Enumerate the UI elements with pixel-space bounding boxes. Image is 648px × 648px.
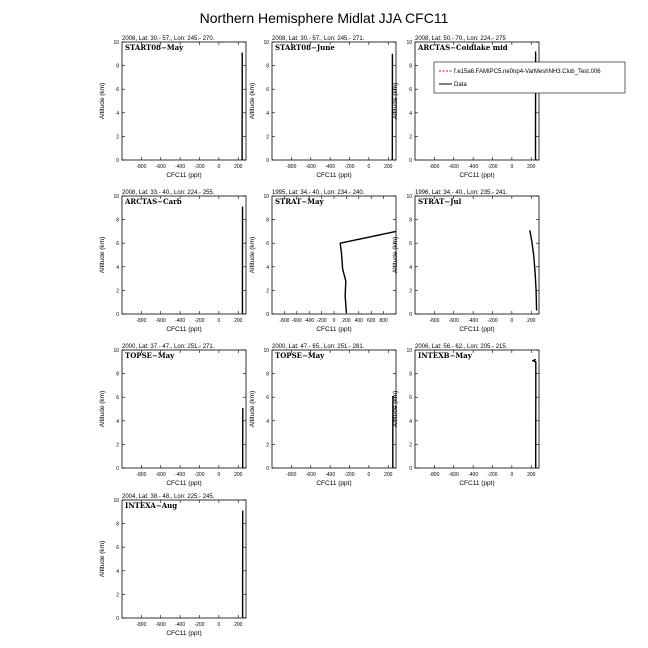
panel-label: START08−June: [275, 43, 335, 52]
x-axis-label: CFC11 (ppt): [316, 480, 352, 487]
x-tick-label: 200: [527, 472, 536, 478]
x-tick-label: -400: [468, 318, 479, 324]
x-tick-label: -200: [487, 472, 498, 478]
series-line-data: [530, 230, 537, 310]
y-tick-label: 2: [266, 442, 269, 449]
y-tick-label: 4: [409, 110, 412, 117]
y-tick-label: 2: [409, 442, 412, 449]
x-axis-label: CFC11 (ppt): [166, 172, 202, 179]
x-tick-label: -200: [487, 164, 498, 170]
x-tick-label: -600: [448, 164, 459, 170]
y-tick-label: 2: [116, 442, 119, 449]
panel-label: ARCTAS−Coldlake mid: [418, 43, 508, 52]
chart-panel: [99, 344, 246, 487]
y-axis-label: Altitude (km): [99, 540, 106, 578]
y-tick-label: 8: [409, 371, 412, 378]
x-tick-label: 800: [379, 318, 388, 324]
x-tick-label: 600: [367, 318, 376, 324]
y-tick-label: 10: [263, 348, 269, 354]
y-tick-label: 4: [409, 418, 412, 425]
y-tick-label: 0: [116, 466, 119, 472]
x-tick-label: 0: [217, 164, 221, 170]
plot-frame: [415, 196, 539, 314]
y-tick-label: 8: [409, 63, 412, 70]
x-tick-label: -400: [175, 472, 186, 478]
y-tick-label: 4: [116, 418, 119, 425]
y-tick-label: 0: [409, 466, 412, 472]
x-tick-label: -800: [429, 472, 440, 478]
x-tick-label: 200: [384, 164, 393, 170]
y-tick-label: 4: [266, 110, 269, 117]
y-tick-label: 8: [116, 521, 119, 528]
y-tick-label: 10: [113, 194, 119, 200]
plot-frame: [122, 500, 246, 618]
y-tick-label: 6: [116, 545, 119, 552]
chart-panel: [99, 36, 246, 179]
y-tick-label: 8: [266, 63, 269, 70]
y-axis-label: Altitude (km): [99, 82, 106, 120]
x-tick-label: -600: [155, 622, 166, 628]
y-axis-label: Altitude (km): [249, 236, 256, 274]
x-tick-label: -600: [155, 318, 166, 324]
y-axis-label: Altitude (km): [249, 390, 256, 428]
plot-frame: [272, 42, 396, 160]
x-tick-label: -800: [286, 472, 297, 478]
panel-label: ARCTAS−Carb: [125, 197, 182, 206]
panel-label: STRAT−Jul: [418, 197, 462, 206]
x-tick-label: 0: [510, 318, 514, 324]
x-axis-label: CFC11 (ppt): [166, 630, 202, 637]
series-line-data: [533, 359, 536, 468]
x-axis-label: CFC11 (ppt): [316, 172, 352, 179]
x-tick-label: 0: [217, 622, 221, 628]
y-tick-label: 0: [409, 312, 412, 318]
y-tick-label: 6: [116, 395, 119, 402]
x-tick-label: -200: [487, 318, 498, 324]
y-tick-label: 8: [266, 217, 269, 224]
y-tick-label: 6: [409, 241, 412, 248]
x-tick-label: -400: [468, 472, 479, 478]
panel-grid: [99, 36, 539, 637]
x-tick-label: -800: [136, 472, 147, 478]
x-tick-label: -400: [175, 622, 186, 628]
plot-frame: [415, 42, 539, 160]
x-tick-label: -600: [305, 164, 316, 170]
y-tick-label: 4: [116, 264, 119, 271]
x-tick-label: -200: [194, 472, 205, 478]
plot-frame: [272, 350, 396, 468]
panel-subtitle: 2008, Lat: 30.- 57., Lon: 245.- 270.: [122, 36, 215, 42]
x-tick-label: -400: [304, 318, 315, 324]
y-tick-label: 10: [263, 40, 269, 46]
x-tick-label: 0: [510, 472, 514, 478]
panel-label: TOPSE−May: [275, 351, 325, 360]
panel-subtitle: 2006, Lat: 56.- 62., Lon: 205.- 215.: [415, 344, 508, 350]
plot-frame: [122, 196, 246, 314]
legend: [434, 62, 625, 93]
panel-label: TOPSE−May: [125, 351, 175, 360]
panel-subtitle: 2008, Lat: 33.- 40., Lon: 224.- 255.: [122, 190, 215, 196]
x-tick-label: -400: [175, 318, 186, 324]
chart-panel: [392, 190, 539, 333]
panel-subtitle: 2004, Lat: 38.- 48., Lon: 225.- 245.: [122, 494, 215, 500]
x-tick-label: -600: [448, 318, 459, 324]
y-tick-label: 0: [266, 158, 269, 164]
y-tick-label: 0: [409, 158, 412, 164]
y-axis-label: Altitude (km): [392, 236, 399, 274]
y-tick-label: 2: [116, 288, 119, 295]
x-tick-label: 200: [234, 164, 243, 170]
x-tick-label: 200: [342, 318, 351, 324]
x-tick-label: 200: [234, 318, 243, 324]
x-tick-label: 0: [510, 164, 514, 170]
x-tick-label: -800: [429, 164, 440, 170]
x-tick-label: 400: [354, 318, 363, 324]
x-tick-label: -200: [194, 318, 205, 324]
y-axis-label: Altitude (km): [99, 236, 106, 274]
x-tick-label: 0: [367, 164, 371, 170]
y-tick-label: 0: [266, 312, 269, 318]
y-tick-label: 4: [266, 418, 269, 425]
x-tick-label: -600: [155, 164, 166, 170]
x-tick-label: 200: [234, 622, 243, 628]
legend-label-model: f.e15a6.FAMIPC5.ne0np4-VarMeshNH3.Club_Test.006: [454, 69, 601, 75]
y-tick-label: 0: [116, 616, 119, 622]
y-tick-label: 8: [116, 371, 119, 378]
chart-panel: [99, 190, 246, 333]
x-tick-label: -600: [448, 472, 459, 478]
y-tick-label: 10: [113, 498, 119, 504]
chart-panel: [99, 494, 246, 637]
panel-subtitle: 2000, Lat: 47.- 65., Lon: 251.- 281.: [272, 344, 365, 350]
y-tick-label: 2: [116, 134, 119, 141]
panel-label: STRAT−May: [275, 197, 324, 206]
plot-frame: [122, 350, 246, 468]
x-tick-label: -200: [194, 164, 205, 170]
y-axis-label: Altitude (km): [99, 390, 106, 428]
panel-subtitle: 2008, Lat: 50.- 70., Lon: 224.- 275: [415, 36, 506, 42]
x-tick-label: 0: [367, 472, 371, 478]
legend-label-data: Data: [454, 82, 467, 88]
x-tick-label: -800: [136, 622, 147, 628]
y-tick-label: 8: [116, 63, 119, 70]
y-tick-label: 4: [116, 568, 119, 575]
y-tick-label: 6: [409, 87, 412, 94]
panel-subtitle: 1995, Lat: 34.- 40., Lon: 234.- 240.: [272, 190, 365, 196]
y-tick-label: 6: [266, 241, 269, 248]
y-tick-label: 2: [409, 288, 412, 295]
x-tick-label: -200: [344, 164, 355, 170]
plot-frame: [272, 196, 396, 314]
y-tick-label: 10: [406, 194, 412, 200]
x-tick-label: -600: [291, 318, 302, 324]
y-tick-label: 8: [409, 217, 412, 224]
y-tick-label: 2: [409, 134, 412, 141]
x-tick-label: -800: [429, 318, 440, 324]
y-tick-label: 0: [116, 158, 119, 164]
y-tick-label: 6: [266, 87, 269, 94]
chart-panel: [249, 344, 396, 487]
series-line-data: [340, 231, 396, 312]
x-tick-label: -800: [279, 318, 290, 324]
y-axis-label: Altitude (km): [392, 82, 399, 120]
y-tick-label: 4: [266, 264, 269, 271]
panel-subtitle: 2008, Lat: 30.- 57., Lon: 245.- 271.: [272, 36, 365, 42]
y-tick-label: 10: [406, 348, 412, 354]
x-tick-label: -400: [325, 472, 336, 478]
x-tick-label: -800: [286, 164, 297, 170]
x-axis-label: CFC11 (ppt): [459, 480, 495, 487]
y-tick-label: 8: [266, 371, 269, 378]
plot-frame: [122, 42, 246, 160]
y-tick-label: 2: [266, 288, 269, 295]
x-tick-label: -200: [194, 622, 205, 628]
chart-panel: [392, 344, 539, 487]
y-tick-label: 10: [406, 40, 412, 46]
y-axis-label: Altitude (km): [249, 82, 256, 120]
x-tick-label: -400: [468, 164, 479, 170]
x-tick-label: -800: [136, 164, 147, 170]
x-axis-label: CFC11 (ppt): [459, 326, 495, 333]
x-tick-label: -600: [305, 472, 316, 478]
x-tick-label: -600: [155, 472, 166, 478]
x-tick-label: 0: [332, 318, 336, 324]
y-tick-label: 4: [116, 110, 119, 117]
y-tick-label: 0: [116, 312, 119, 318]
y-tick-label: 2: [266, 134, 269, 141]
x-tick-label: -200: [344, 472, 355, 478]
legend-box: [434, 62, 625, 93]
x-tick-label: 0: [217, 318, 221, 324]
panel-subtitle: 2000, Lat: 37.- 47., Lon: 251.- 271.: [122, 344, 215, 350]
y-axis-label: Altitude (km): [392, 390, 399, 428]
panel-label: INTEXB−May: [418, 351, 472, 360]
x-tick-label: 0: [217, 472, 221, 478]
chart-panel: [249, 190, 396, 333]
panel-label: INTEXA−Aug: [125, 501, 178, 510]
y-tick-label: 6: [266, 395, 269, 402]
y-tick-label: 4: [409, 264, 412, 271]
x-tick-label: -200: [316, 318, 327, 324]
y-tick-label: 10: [113, 40, 119, 46]
x-tick-label: -800: [136, 318, 147, 324]
y-tick-label: 10: [113, 348, 119, 354]
x-tick-label: -400: [175, 164, 186, 170]
plot-frame: [415, 350, 539, 468]
x-tick-label: 200: [234, 472, 243, 478]
figure-title: Northern Hemisphere Midlat JJA CFC11: [199, 10, 449, 26]
y-tick-label: 6: [409, 395, 412, 402]
x-tick-label: 200: [384, 472, 393, 478]
y-tick-label: 8: [116, 217, 119, 224]
x-axis-label: CFC11 (ppt): [459, 172, 495, 179]
y-tick-label: 2: [116, 592, 119, 599]
x-axis-label: CFC11 (ppt): [166, 326, 202, 333]
x-axis-label: CFC11 (ppt): [316, 326, 352, 333]
y-tick-label: 6: [116, 87, 119, 94]
y-tick-label: 0: [266, 466, 269, 472]
x-tick-label: 200: [527, 318, 536, 324]
panel-label: START08−May: [125, 43, 184, 52]
x-axis-label: CFC11 (ppt): [166, 480, 202, 487]
y-tick-label: 6: [116, 241, 119, 248]
chart-panel: [392, 36, 539, 179]
y-tick-label: 10: [263, 194, 269, 200]
x-tick-label: 200: [527, 164, 536, 170]
panel-subtitle: 1996, Lat: 34.- 40., Lon: 235.- 241.: [415, 190, 508, 196]
chart-panel: [249, 36, 396, 179]
x-tick-label: -400: [325, 164, 336, 170]
